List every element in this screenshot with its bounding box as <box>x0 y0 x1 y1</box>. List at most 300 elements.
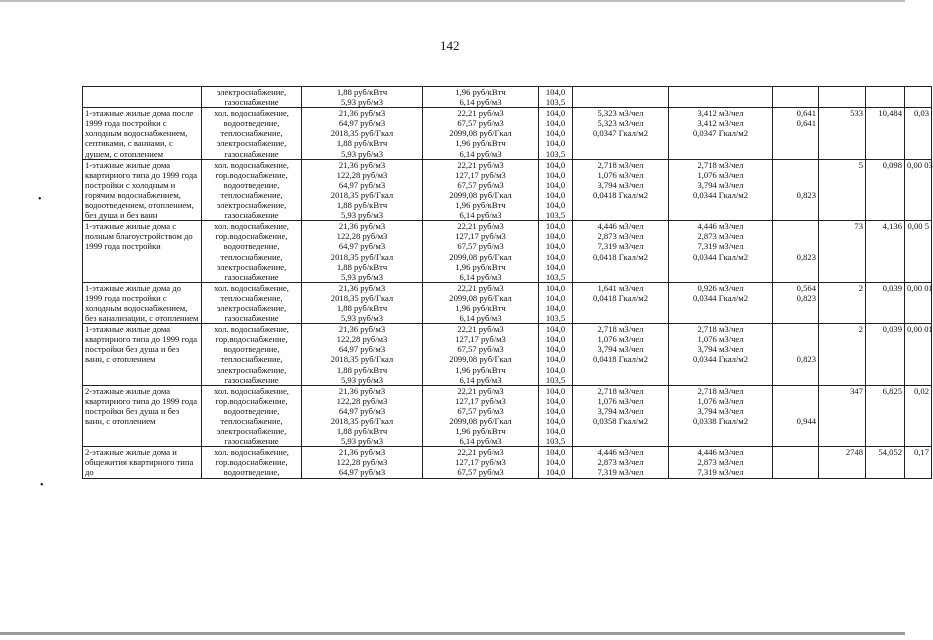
services-line: водоотведение, <box>223 118 280 129</box>
tariff1-line: 64,97 руб/м3 <box>338 344 386 355</box>
page-number: 142 <box>440 38 460 53</box>
tariff-table <box>82 86 932 479</box>
cell-count: 5 <box>819 159 866 221</box>
tariff2-line: 127,17 руб/м3 <box>455 334 506 345</box>
cell-norm2 <box>669 324 773 386</box>
norm2-line: 7,319 м3/чел <box>697 241 744 252</box>
index-line: 104,0 <box>545 385 566 396</box>
index-line: 104,0 <box>545 364 566 375</box>
cell-count: 73 <box>819 221 866 283</box>
cell-tariff2 <box>423 87 539 108</box>
coef-line <box>775 241 816 251</box>
cell-type: 1-этажные жилые дома квартирного типа до 1999 года постройки с холодным и горячим водоснабжением, водоотведением, отоплением, без душа и без ванн <box>83 159 202 221</box>
scan-edge-top <box>0 0 905 2</box>
cell-share: 0,17 <box>905 447 932 478</box>
coef-line: 0,944 <box>796 416 816 426</box>
norm1-line: 0,0347 Гкал/м2 <box>592 128 649 139</box>
tariff1-line: 21,36 руб/м3 <box>338 159 386 170</box>
cell-services <box>202 159 302 221</box>
index-line: 104,0 <box>545 447 566 458</box>
tariff2-line: 22,21 руб/м3 <box>457 282 504 293</box>
cell-coef <box>773 385 819 447</box>
cell-norm1 <box>573 159 669 221</box>
tariff2-line: 22,21 руб/м3 <box>457 447 504 458</box>
cell-type: 1-этажные жилые дома квартирного типа до 1999 года постройки без душа и без ванн, с отоплением <box>83 324 202 386</box>
services-line: хол. водоснабжение, <box>214 282 289 293</box>
tariff1-line: 122,28 руб/м3 <box>336 395 388 406</box>
index-line: 104,0 <box>545 354 566 365</box>
cell-services <box>202 385 302 447</box>
cell-share: 0,00 01 <box>905 324 932 386</box>
index-line: 104,0 <box>545 405 566 416</box>
norm2-line: 0,0344 Гкал/м2 <box>692 292 749 303</box>
table-body <box>83 87 932 479</box>
table-row <box>83 282 932 323</box>
cell-index <box>539 159 573 221</box>
cell-norm1 <box>573 385 669 447</box>
cell-coef <box>773 447 819 478</box>
index-line: 104,0 <box>545 292 566 303</box>
norm1-line: 7,319 м3/чел <box>597 241 644 252</box>
norm1-line: 0,0418 Гкал/м2 <box>592 189 649 200</box>
cell-tariff2 <box>423 324 539 386</box>
services-line: гор.водоснабжение, <box>215 334 288 345</box>
tariff1-line: 1,88 руб/кВтч <box>336 200 388 211</box>
tariff1-line: 2018,35 руб/Гкал <box>330 251 394 262</box>
tariff1-line: 21,36 руб/м3 <box>338 108 386 119</box>
tariff2-line: 127,17 руб/м3 <box>455 169 506 180</box>
norm1-line: 5,323 м3/чел <box>597 118 644 129</box>
cell-tariff2 <box>423 282 539 323</box>
tariff2-line: 67,57 руб/м3 <box>457 241 504 252</box>
tariff2-line: 127,17 руб/м3 <box>455 231 506 242</box>
index-line: 103,5 <box>545 210 566 221</box>
index-line: 103,5 <box>545 148 566 159</box>
norm1-line: 1,076 м3/чел <box>597 169 644 180</box>
tariff1-line: 21,36 руб/м3 <box>338 324 386 335</box>
tariff2-line: 22,21 руб/м3 <box>457 159 504 170</box>
cell-tariff2 <box>423 159 539 221</box>
norm1-line: 1,641 м3/чел <box>597 282 644 293</box>
cell-norm2 <box>669 221 773 283</box>
norm1-line: 2,718 м3/чел <box>597 324 644 335</box>
services-line: водоотведение, <box>223 344 280 355</box>
norm1-line: 2,718 м3/чел <box>597 159 644 170</box>
cell-coef <box>773 221 819 283</box>
coef-line <box>775 180 816 190</box>
tariff2-line: 2099,08 руб/Гкал <box>449 251 512 262</box>
tariff1-line: 64,97 руб/м3 <box>338 179 386 190</box>
cell-tariff1 <box>302 108 423 159</box>
norm2-line: 3,794 м3/чел <box>697 405 744 416</box>
index-line: 104,0 <box>545 169 566 180</box>
services-line: теплоснабжение, <box>220 354 283 365</box>
cell-count: 2 <box>819 324 866 386</box>
tariff1-line: 2018,35 руб/Гкал <box>330 189 394 200</box>
norm2-line: 2,718 м3/чел <box>697 324 744 335</box>
services-line: водоотведение, <box>223 405 280 416</box>
norm2-line: 4,446 м3/чел <box>697 221 744 232</box>
cell-services <box>202 87 302 108</box>
index-line: 104,0 <box>545 395 566 406</box>
cell-norm2 <box>669 87 773 108</box>
coef-line <box>775 406 816 416</box>
services-line: водоотведение, <box>223 241 280 252</box>
norm2-line: 3,412 м3/чел <box>697 108 744 119</box>
coef-line <box>775 221 816 231</box>
tariff1-line: 122,28 руб/м3 <box>336 169 388 180</box>
cell-type: 2-этажные жилые дома квартирного типа до 1999 года постройки без душа и без ванн, с отоплением <box>83 385 202 447</box>
services-line: электроснабжение, <box>216 87 287 97</box>
table-row <box>83 447 932 478</box>
tariff2-line: 1,96 руб/кВтч <box>455 200 506 211</box>
tariff2-line: 67,57 руб/м3 <box>457 118 504 129</box>
services-line: газоснабжение <box>224 271 279 282</box>
services-line: хол. водоснабжение, <box>214 108 289 119</box>
table-row <box>83 87 932 108</box>
cell-services <box>202 221 302 283</box>
tariff1-line: 1,88 руб/кВтч <box>336 302 388 313</box>
coef-line: 0,641 <box>796 118 816 129</box>
cell-tariff1 <box>302 282 423 323</box>
cell-tariff1 <box>302 447 423 478</box>
table-row <box>83 159 932 221</box>
cell-norm2 <box>669 385 773 447</box>
cell-share: 0,00 5 <box>905 221 932 283</box>
norm2-line: 2,873 м3/чел <box>697 457 744 468</box>
index-line: 104,0 <box>545 189 566 200</box>
tariff1-line: 5,93 руб/м3 <box>340 436 384 447</box>
tariff1-line: 64,97 руб/м3 <box>338 118 386 129</box>
norm2-line: 2,718 м3/чел <box>697 385 744 396</box>
tariff2-line: 1,96 руб/кВтч <box>455 138 506 149</box>
coef-line: 0,641 <box>796 108 816 119</box>
norm2-line: 7,319 м3/чел <box>697 467 744 478</box>
coef-line <box>775 386 816 396</box>
tariff2-line: 127,17 руб/м3 <box>455 457 506 468</box>
cell-tariff2 <box>423 447 539 478</box>
norm2-line: 3,412 м3/чел <box>697 118 744 129</box>
services-line: газоснабжение <box>224 436 279 447</box>
tariff2-line: 1,96 руб/кВтч <box>455 87 506 97</box>
cell-services <box>202 282 302 323</box>
cell-amount: 54,052 <box>866 447 905 478</box>
index-line: 104,0 <box>545 231 566 242</box>
services-line: электроснабжение, <box>216 200 287 211</box>
cell-services <box>202 324 302 386</box>
tariff2-line: 127,17 руб/м3 <box>455 395 506 406</box>
cell-count <box>819 87 866 108</box>
services-line: гор.водоснабжение, <box>215 169 288 180</box>
scan-edge-bottom <box>0 632 905 635</box>
index-line: 104,0 <box>545 200 566 211</box>
norm1-line: 2,718 м3/чел <box>597 385 644 396</box>
index-line: 104,0 <box>545 118 566 129</box>
cell-share: 0,00 03 <box>905 159 932 221</box>
norm2-line: 1,076 м3/чел <box>697 395 744 406</box>
cell-count: 2 <box>819 282 866 323</box>
index-line: 103,5 <box>545 374 566 385</box>
index-line: 104,0 <box>545 467 566 478</box>
tariff1-line: 21,36 руб/м3 <box>338 282 386 293</box>
services-line: водоотведение, <box>223 179 280 190</box>
cell-index <box>539 324 573 386</box>
norm1-line: 1,076 м3/чел <box>597 395 644 406</box>
tariff2-line: 1,96 руб/кВтч <box>455 426 506 437</box>
tariff2-line: 2099,08 руб/Гкал <box>449 292 512 303</box>
cell-norm2 <box>669 282 773 323</box>
norm1-line: 4,446 м3/чел <box>597 221 644 232</box>
services-line: хол. водоснабжение, <box>214 324 289 335</box>
cell-tariff1 <box>302 87 423 108</box>
tariff1-line: 1,88 руб/кВтч <box>336 261 388 272</box>
norm2-line: 1,076 м3/чел <box>697 334 744 345</box>
cell-norm2 <box>669 447 773 478</box>
norm1-line: 2,873 м3/чел <box>597 231 644 242</box>
services-line: газоснабжение <box>224 374 279 385</box>
cell-coef <box>773 108 819 159</box>
tariff1-line: 1,88 руб/кВтч <box>336 364 388 375</box>
tariff2-line: 22,21 руб/м3 <box>457 108 504 119</box>
tariff1-line: 122,28 руб/м3 <box>336 457 388 468</box>
cell-norm2 <box>669 159 773 221</box>
cell-amount <box>866 87 905 108</box>
coef-line <box>775 170 816 180</box>
tariff1-line: 1,88 руб/кВтч <box>336 426 388 437</box>
cell-index <box>539 108 573 159</box>
tariff1-line: 5,93 руб/м3 <box>340 97 384 108</box>
services-line: водоотведение, <box>223 467 280 478</box>
tariff2-line: 1,96 руб/кВтч <box>455 261 506 272</box>
index-line: 104,0 <box>545 108 566 119</box>
coef-line <box>775 160 816 170</box>
tariff1-line: 5,93 руб/м3 <box>340 374 384 385</box>
tariff2-line: 2099,08 руб/Гкал <box>449 416 512 426</box>
index-line: 104,0 <box>545 159 566 170</box>
index-line: 103,5 <box>545 97 566 108</box>
cell-norm2 <box>669 108 773 159</box>
services-line: электроснабжение, <box>216 426 287 437</box>
tariff1-line: 21,36 руб/м3 <box>338 221 386 232</box>
tariff1-line: 122,28 руб/м3 <box>336 231 388 242</box>
services-line: гор.водоснабжение, <box>215 395 288 406</box>
services-line: хол. водоснабжение, <box>214 385 289 396</box>
tariff1-line: 21,36 руб/м3 <box>338 447 386 458</box>
table-row <box>83 385 932 447</box>
cell-coef <box>773 159 819 221</box>
tariff1-line: 2018,35 руб/Гкал <box>330 292 394 303</box>
tariff1-line: 5,93 руб/м3 <box>340 313 384 324</box>
services-line: электроснабжение, <box>216 138 287 149</box>
norm1-line: 0,0418 Гкал/м2 <box>592 354 649 365</box>
services-line: газоснабжение <box>224 97 279 108</box>
index-line: 103,5 <box>545 313 566 324</box>
norm1-line: 7,319 м3/чел <box>597 467 644 478</box>
index-line: 104,0 <box>545 302 566 313</box>
index-line: 104,0 <box>545 251 566 262</box>
cell-tariff2 <box>423 385 539 447</box>
tariff2-line: 67,57 руб/м3 <box>457 467 504 478</box>
cell-count: 533 <box>819 108 866 159</box>
norm2-line: 3,794 м3/чел <box>697 344 744 355</box>
table-row <box>83 324 932 386</box>
services-line: теплоснабжение, <box>220 251 283 262</box>
services-line: газоснабжение <box>224 210 279 221</box>
index-line: 104,0 <box>545 324 566 335</box>
services-line: газоснабжение <box>224 313 279 324</box>
tariff2-line: 22,21 руб/м3 <box>457 385 504 396</box>
cell-index <box>539 282 573 323</box>
tariff1-line: 2018,35 руб/Гкал <box>330 128 394 139</box>
norm2-line: 4,446 м3/чел <box>697 447 744 458</box>
tariff1-line: 1,88 руб/кВтч <box>336 87 388 97</box>
coef-line <box>775 231 816 241</box>
index-line: 104,0 <box>545 138 566 149</box>
tariff2-line: 2099,08 руб/Гкал <box>449 354 512 365</box>
tariff2-line: 2099,08 руб/Гкал <box>449 128 512 139</box>
norm1-line: 1,076 м3/чел <box>597 334 644 345</box>
cell-amount: 0,039 <box>866 282 905 323</box>
norm2-line: 0,0344 Гкал/м2 <box>692 354 749 365</box>
tariff2-line: 6,14 руб/м3 <box>459 374 502 385</box>
index-line: 104,0 <box>545 344 566 355</box>
index-line: 104,0 <box>545 334 566 345</box>
norm2-line: 0,926 м3/чел <box>697 282 744 293</box>
cell-tariff1 <box>302 385 423 447</box>
cell-services <box>202 447 302 478</box>
norm1-line: 0,0358 Гкал/м2 <box>592 416 649 426</box>
services-line: газоснабжение <box>224 148 279 159</box>
services-line: хол. водоснабжение, <box>214 221 289 232</box>
cell-type: 1-этажные жилые дома после 1999 года постройки с холодным водоснабжением, септиками, с ваннами, с душем, с отоплением <box>83 108 202 159</box>
cell-coef <box>773 282 819 323</box>
services-line: электроснабжение, <box>216 364 287 375</box>
services-line: хол. водоснабжение, <box>214 159 289 170</box>
norm1-line: 4,446 м3/чел <box>597 447 644 458</box>
tariff1-line: 21,36 руб/м3 <box>338 385 386 396</box>
cell-norm1 <box>573 447 669 478</box>
norm1-line: 2,873 м3/чел <box>597 457 644 468</box>
cell-amount: 0,098 <box>866 159 905 221</box>
cell-index <box>539 221 573 283</box>
index-line: 104,0 <box>545 426 566 437</box>
cell-norm1 <box>573 87 669 108</box>
services-line: электроснабжение, <box>216 302 287 313</box>
tariff1-line: 122,28 руб/м3 <box>336 334 388 345</box>
coef-line <box>775 334 816 344</box>
tariff1-line: 2018,35 руб/Гкал <box>330 416 394 426</box>
cell-index <box>539 87 573 108</box>
tariff2-line: 67,57 руб/м3 <box>457 405 504 416</box>
norm2-line: 1,076 м3/чел <box>697 169 744 180</box>
index-line: 104,0 <box>545 221 566 232</box>
norm1-line: 3,794 м3/чел <box>597 405 644 416</box>
coef-line: 0,823 <box>796 251 816 262</box>
cell-type <box>83 87 202 108</box>
index-line: 104,0 <box>545 179 566 190</box>
services-line: электроснабжение, <box>216 261 287 272</box>
tariff2-line: 67,57 руб/м3 <box>457 179 504 190</box>
index-line: 104,0 <box>545 282 566 293</box>
cell-coef <box>773 324 819 386</box>
coef-line: 0,823 <box>796 354 816 365</box>
tariff2-line: 6,14 руб/м3 <box>459 436 502 447</box>
cell-tariff1 <box>302 159 423 221</box>
tariff2-line: 22,21 руб/м3 <box>457 324 504 335</box>
tariff2-line: 1,96 руб/кВтч <box>455 302 506 313</box>
coef-line <box>775 396 816 406</box>
cell-share: 0,02 <box>905 385 932 447</box>
norm2-line: 3,794 м3/чел <box>697 179 744 190</box>
services-line: хол. водоснабжение, <box>214 447 289 458</box>
norm1-line: 3,794 м3/чел <box>597 179 644 190</box>
index-line: 104,0 <box>545 87 566 97</box>
services-line: теплоснабжение, <box>220 416 283 426</box>
cell-norm1 <box>573 221 669 283</box>
tariff2-line: 6,14 руб/м3 <box>459 148 502 159</box>
coef-line: 0,823 <box>796 189 816 200</box>
norm2-line: 2,718 м3/чел <box>697 159 744 170</box>
norm2-line: 0,0347 Гкал/м2 <box>692 128 749 139</box>
services-line: гор.водоснабжение, <box>215 231 288 242</box>
coef-line: 0,823 <box>796 292 816 303</box>
tariff1-line: 1,88 руб/кВтч <box>336 138 388 149</box>
tariff2-line: 6,14 руб/м3 <box>459 271 502 282</box>
norm1-line: 0,0418 Гкал/м2 <box>592 251 649 262</box>
services-line: теплоснабжение, <box>220 292 283 303</box>
cell-index <box>539 447 573 478</box>
cell-coef <box>773 87 819 108</box>
scan-speck: • <box>38 194 42 205</box>
cell-services <box>202 108 302 159</box>
cell-amount: 0,039 <box>866 324 905 386</box>
cell-type: 1-этажные жилые дома до 1999 года постройки с холодным водоснабжением, без канализации, с отоплением <box>83 282 202 323</box>
cell-tariff1 <box>302 324 423 386</box>
tariff1-line: 64,97 руб/м3 <box>338 405 386 416</box>
norm2-line: 0,0344 Гкал/м2 <box>692 251 749 262</box>
index-line: 103,5 <box>545 436 566 447</box>
services-line: теплоснабжение, <box>220 189 283 200</box>
norm2-line: 0,0338 Гкал/м2 <box>692 416 749 426</box>
cell-type: 1-этажные жилые дома с полным благоустройством до 1999 года постройки <box>83 221 202 283</box>
cell-tariff2 <box>423 221 539 283</box>
cell-count: 347 <box>819 385 866 447</box>
norm1-line: 3,794 м3/чел <box>597 344 644 355</box>
norm2-line: 0,0344 Гкал/м2 <box>692 189 749 200</box>
cell-share: 0,00 01 <box>905 282 932 323</box>
coef-line <box>775 344 816 354</box>
table-row <box>83 221 932 283</box>
cell-share <box>905 87 932 108</box>
index-line: 103,5 <box>545 271 566 282</box>
cell-amount: 4,136 <box>866 221 905 283</box>
tariff1-line: 5,93 руб/м3 <box>340 148 384 159</box>
cell-index <box>539 385 573 447</box>
tariff2-line: 67,57 руб/м3 <box>457 344 504 355</box>
coef-line: 0,564 <box>796 282 816 293</box>
tariff1-line: 2018,35 руб/Гкал <box>330 354 394 365</box>
tariff2-line: 2099,08 руб/Гкал <box>449 189 512 200</box>
cell-norm1 <box>573 108 669 159</box>
cell-norm1 <box>573 324 669 386</box>
index-line: 104,0 <box>545 241 566 252</box>
norm1-line: 5,323 м3/чел <box>597 108 644 119</box>
tariff2-line: 1,96 руб/кВтч <box>455 364 506 375</box>
cell-tariff1 <box>302 221 423 283</box>
tariff1-line: 64,97 руб/м3 <box>338 241 386 252</box>
index-line: 104,0 <box>545 457 566 468</box>
cell-share: 0,03 <box>905 108 932 159</box>
